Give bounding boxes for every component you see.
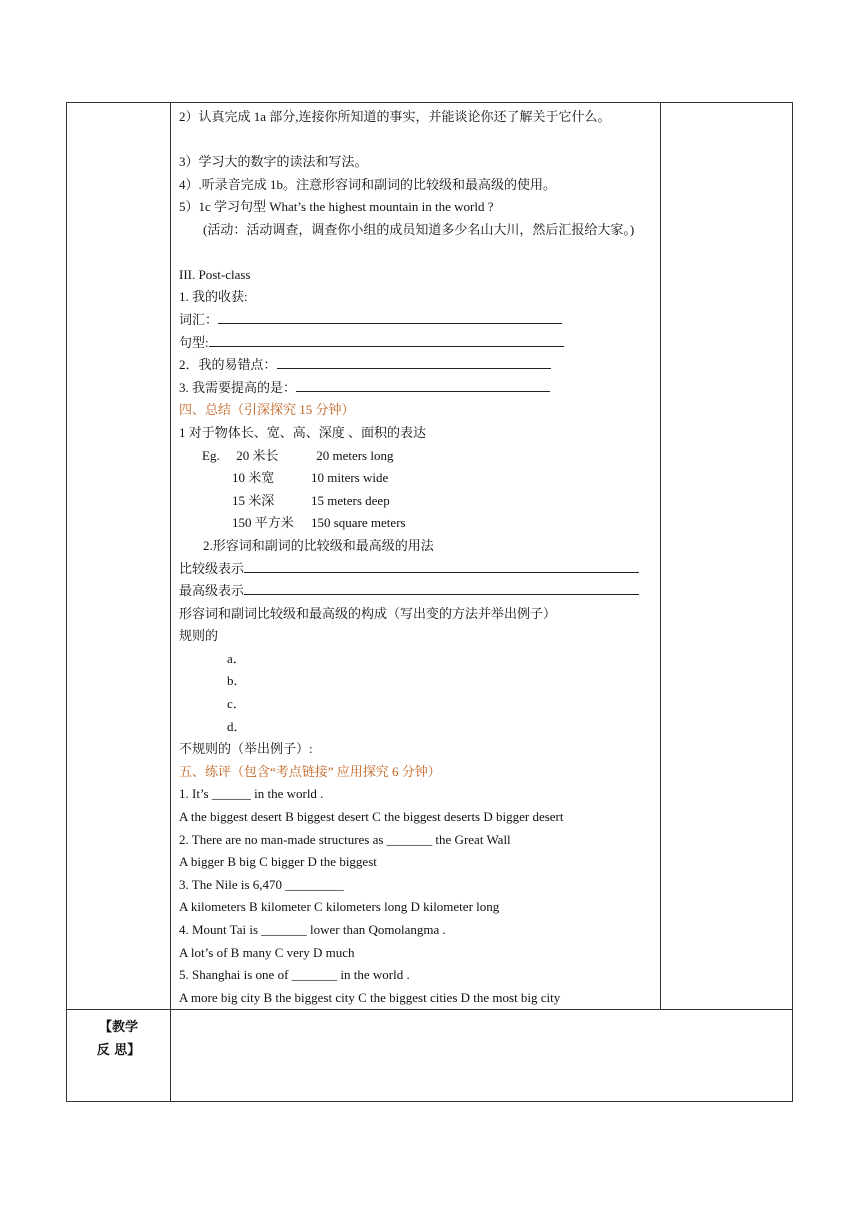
superlative-line	[179, 580, 652, 603]
example-row-3	[179, 490, 652, 513]
reflection-label-cell	[67, 1010, 171, 1102]
example-4-english: 150 square meters	[311, 515, 406, 531]
superlative-blank[interactable]	[244, 580, 639, 595]
answer-options-4: A lot’s of B many C very D much	[179, 944, 355, 960]
vocabulary-label: 词汇：	[179, 311, 219, 327]
example-4-chinese: 150 平方米	[232, 515, 294, 531]
vocabulary-line	[179, 309, 652, 332]
answer-options-2: A bigger B big C bigger D the biggest	[179, 854, 377, 870]
example-3-chinese: 15 米深	[232, 492, 275, 508]
dimension-expression-title: 1 对于物体长、宽、高、深度 、面积的表达	[179, 424, 427, 440]
example-2-english: 10 miters wide	[311, 470, 389, 486]
reflection-content-cell[interactable]	[171, 1010, 793, 1102]
comparative-blank[interactable]	[244, 558, 639, 573]
mistakes-blank[interactable]	[277, 354, 551, 369]
practice-heading: 五、练评（包含“考点链接” 应用探究 6 分钟）	[179, 763, 441, 779]
answer-options-3: A kilometers B kilometer C kilometers long D kilometer long	[179, 899, 500, 915]
improve-label: 3. 我需要提高的是：	[179, 379, 297, 395]
step-5-text: 5）1c 学习句型 What’s the highest mountain in the world ?	[179, 199, 494, 215]
lesson-plan-table	[66, 102, 793, 1102]
question-4: 4. Mount Tai is _______ lower than Qomolangma .	[179, 922, 446, 937]
step-3-text: 3）学习大的数字的读法和写法。	[179, 154, 368, 169]
comparative-label: 比较级表示	[179, 560, 245, 576]
answer-options-5: A more big city B the biggest city C the biggest cities D the most big city	[179, 989, 561, 1005]
question-2: 2. There are no man-made structures as _______ the Great Wall	[179, 831, 511, 847]
rule-b: b．	[227, 673, 247, 689]
rule-a: a．	[227, 650, 246, 666]
question-1: 1. It’s ______ in the world .	[179, 786, 324, 802]
reflection-label-line-1: 【教学	[98, 1020, 138, 1036]
comparative-usage-title: 2.形容词和副词的比较级和最高级的用法	[203, 537, 434, 553]
step-4-text: 4）.听录音完成 1b。注意形容词和副词的比较级和最高级的使用。	[179, 176, 557, 192]
mistakes-label: 2．我的易错点：	[179, 357, 277, 373]
step-2-text: 2）认真完成 1a 部分,连接你所知道的事实，并能谈论你还了解关于它什么。	[179, 109, 611, 124]
example-1-chinese: 20 米长	[236, 447, 279, 463]
question-5: 5. Shanghai is one of _______ in the world .	[179, 967, 410, 983]
right-notes-cell	[661, 103, 793, 1010]
answer-options-1: A the biggest desert B biggest desert C the biggest deserts D bigger desert	[179, 809, 564, 825]
rule-d: d．	[227, 718, 247, 734]
question-3: 3. The Nile is 6,470 _________	[179, 876, 344, 892]
improve-blank[interactable]	[296, 377, 550, 392]
regular-label: 规则的	[179, 628, 219, 644]
irregular-label: 不规则的（举出例子）:	[179, 741, 313, 757]
improve-line	[179, 377, 652, 400]
sentence-line	[179, 332, 652, 355]
my-gains-label: 1. 我的收获:	[179, 289, 248, 305]
example-row-2	[179, 467, 652, 490]
activity-text: (活动：活动调查，调查你小组的成员知道多少名山大川，然后汇报给大家。)	[203, 221, 635, 237]
summary-heading: 四、总结（引深探究 15 分钟）	[179, 402, 355, 418]
mistakes-line	[179, 354, 652, 377]
reflection-label-line-2: 反 思】	[96, 1043, 141, 1059]
left-label-cell	[67, 103, 171, 1010]
rule-c: c．	[227, 696, 246, 712]
example-label: Eg.	[202, 447, 220, 463]
superlative-label: 最高级表示	[179, 583, 245, 599]
sentence-blank[interactable]	[209, 332, 564, 347]
sentence-label: 句型:	[179, 334, 209, 350]
example-3-english: 15 meters deep	[311, 492, 390, 508]
post-class-heading: III. Post-class	[179, 266, 251, 282]
vocabulary-blank[interactable]	[218, 309, 562, 324]
example-row-4	[179, 512, 652, 535]
formation-title: 形容词和副词比较级和最高级的构成（写出变的方法并举出例子）	[179, 605, 557, 621]
example-1-english: 20 meters long	[316, 447, 394, 463]
main-content-cell	[171, 103, 661, 1010]
example-row-1	[179, 445, 652, 468]
comparative-line	[179, 558, 652, 581]
example-2-chinese: 10 米宽	[232, 470, 275, 486]
